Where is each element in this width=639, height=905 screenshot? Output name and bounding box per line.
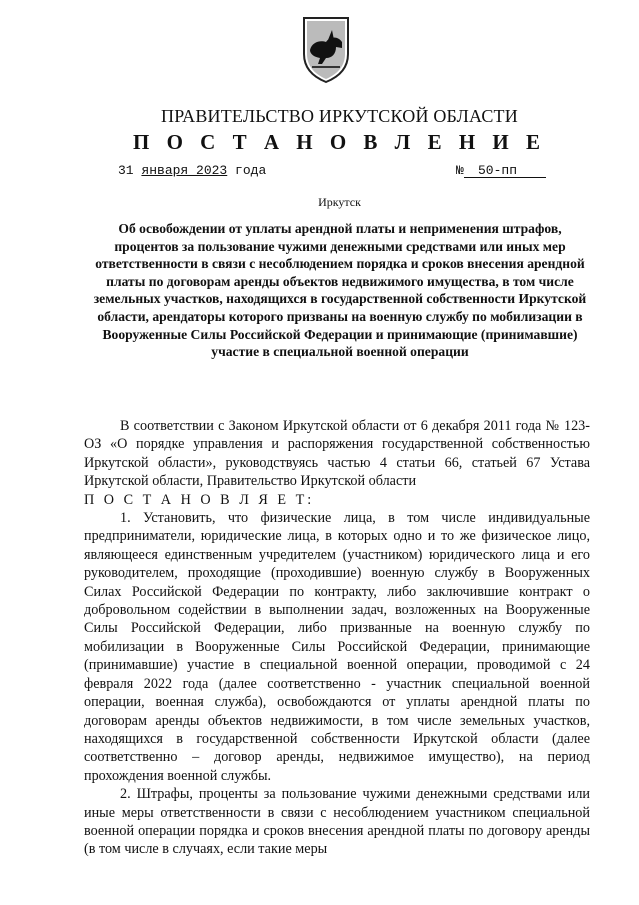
city-name: Иркутск (318, 195, 361, 209)
document-body (84, 417, 590, 859)
date-month-year: января 2023 (141, 163, 228, 178)
document-title: Об освобождении от уплаты арендной платы и неприменения штрафов, процентов за пользование чужими денежными средствами или иных мер ответственности в связи с несоблюдением порядка и сроков внесения арендной платы по договорам аренды объектов недвижимого имущества, в том числе земельных участков, находящихся в государственной собственности Иркутской области, арендаторы которого призваны на военную службу по мобилизации в Вооруженные Силы Российской Федерации и принимающие (принимавшие) участие в специальной военной операции (93, 221, 587, 360)
document-number (456, 163, 546, 178)
number-value: 50-пп (478, 163, 518, 178)
document-date (118, 163, 266, 178)
coat-of-arms-emblem (298, 14, 354, 84)
preamble-paragraph: В соответствии с Законом Иркутской области от 6 декабря 2011 года № 123-ОЗ «О порядке управления и распоряжения государственной собственностью Иркутской области», руководствуясь частью 4 статьи 66, статьей 67 Устава Иркутской области, Правительство Иркутской области (84, 418, 590, 490)
date-suffix: года (227, 163, 267, 178)
paragraph-2: 2. Штрафы, проценты за пользование чужими денежными средствами или иные меры ответственности в связи с несоблюдением участником специальной военной операции порядка и сроков внесения арендной платы по договору аренды (в том числе в случаях, если такие меры (84, 786, 590, 858)
date-day: 31 (118, 163, 134, 178)
government-name: ПРАВИТЕЛЬСТВО ИРКУТСКОЙ ОБЛАСТИ (161, 106, 518, 126)
paragraph-1: 1. Установить, что физические лица, в том числе индивидуальные предприниматели, юридические лица, в которых одно и то же физическое лицо, являющееся единственным учредителем (участником) юридического лица и его руководителем, проходящие (проходившие) военную службу в Вооруженных Силах Российской Федерации по контракту, либо заключившие контракт о добровольном содействии в выполнении задач, возложенных на Вооруженные Силы Российской Федерации, либо призванные на военную службу по мобилизации в Вооруженные Силы Российской Федерации, принимающие (принимавшие) участие в специальной военной операции, проводимой с 24 февраля 2022 года (далее соответственно - участник специальной военной операции, военная служба), освобождаются от уплаты арендной платы по договорам аренды объектов недвижимости, в том числе земельных участков, находящихся в государственной собственности Иркутской области (далее соответственно – договор аренды, недвижимое имущество), на период прохождения военной службы. (84, 510, 590, 784)
number-sign: № (456, 163, 464, 178)
document-type: П О С Т А Н О В Л Е Н И Е (132, 130, 546, 154)
resolves-heading: П О С Т А Н О В Л Я Е Т: (84, 491, 315, 508)
